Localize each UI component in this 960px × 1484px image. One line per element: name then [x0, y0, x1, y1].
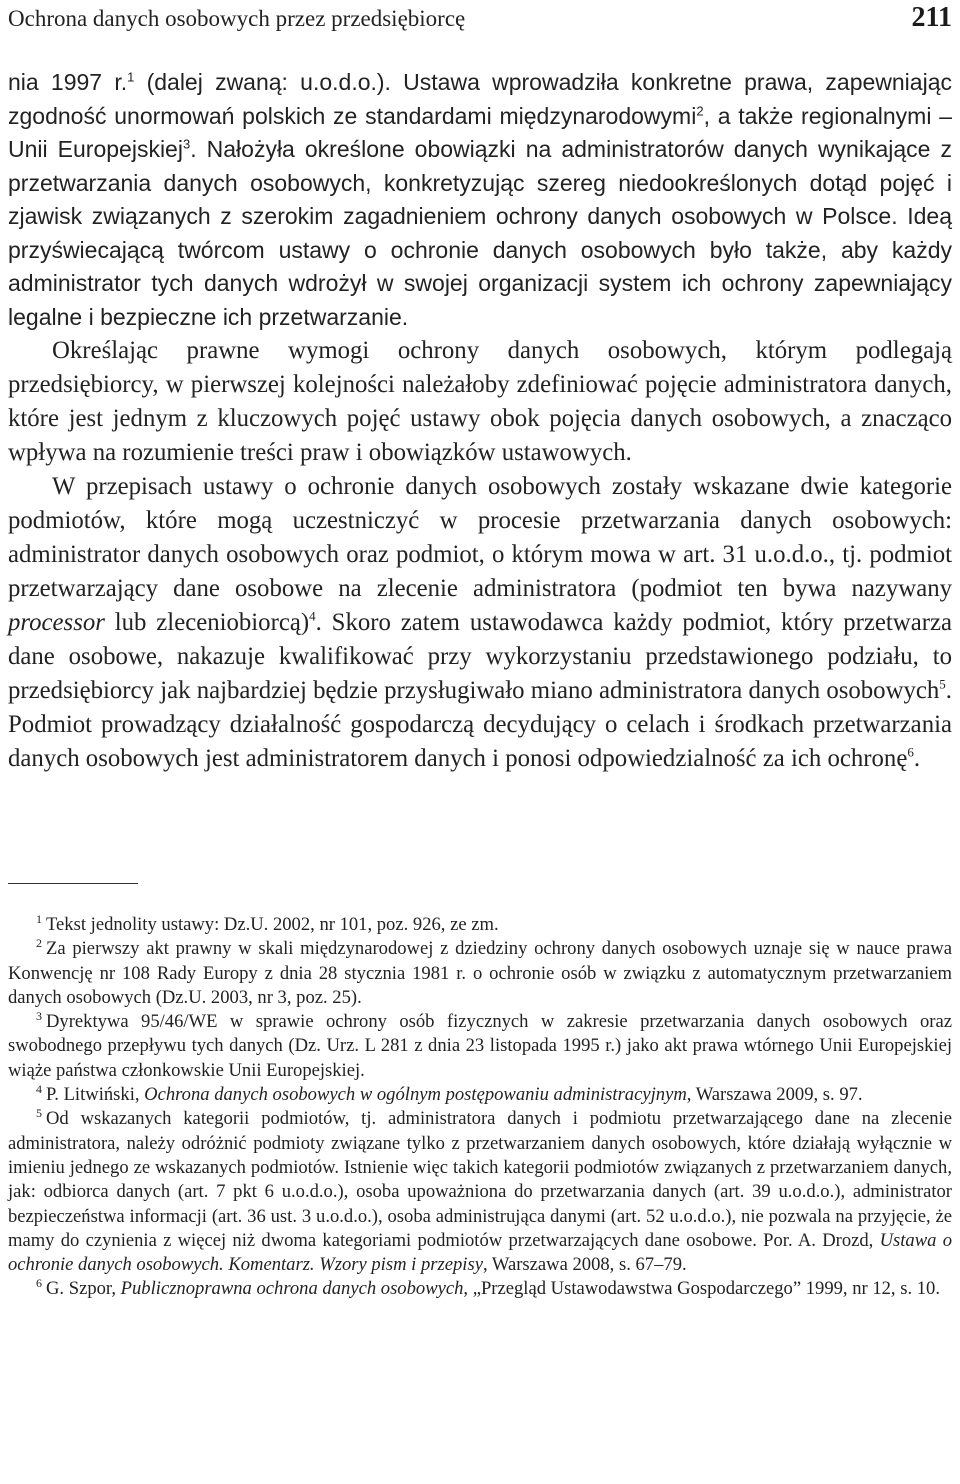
text-run: .	[913, 745, 921, 772]
footnote-text: Za pierwszy akt prawny w skali międzynarodowej z dziedziny ochrony danych osobowych uznaje się w nauce prawa Konwencję nr 108 Rady Europy z dnia 28 stycznia 1981 r. o ochronie osób w związku z automatycznym przetwarzaniem danych osobowych (Dz.U. 2003, nr 3, poz. 25).	[8, 938, 952, 1008]
footnote-5	[8, 1107, 952, 1277]
main-text	[8, 66, 952, 776]
text-run: , a także regionalnymi – Unii Europejskiej	[8, 102, 953, 162]
text-run: W przepisach ustawy o ochronie danych osobowych zostały wskazane dwie kategorie podmiotów, które mogą uczestniczyć w procesie przetwarzania danych osobowych: administrator danych osobowych oraz podmiot, o którym mowa w art. 31 u.o.d.o., tj. podmiot przetwarzający dane osobowe na zlecenie administratora (podmiot ten bywa nazywany	[8, 473, 952, 602]
text-run: . Podmiot prowadzący działalność gospodarczą decydujący o celach i środkach przetwarzania danych osobowych jest administratorem danych i ponosi odpowiedzialność za ich ochronę	[8, 677, 952, 772]
footnote-ref-2[interactable]: 2	[696, 102, 704, 118]
paragraph-1	[8, 66, 952, 334]
footnotes	[8, 913, 952, 1302]
paragraph-3	[8, 470, 952, 776]
running-head: Ochrona danych osobowych przez przedsiębiorcę	[8, 6, 466, 31]
text-run: . Skoro zatem ustawodawca każdy podmiot, który przetwarza dane osobowe, nakazuje kwalifikować przy wykorzystaniu przedstawionego podziału, to przedsiębiorcy jak najbardziej będzie przysługiwało miano administratora danych osobowych	[8, 609, 952, 704]
footnote-number: 4	[36, 1081, 42, 1096]
footnote-number: 6	[36, 1276, 42, 1291]
footnote-ref-1[interactable]: 1	[127, 69, 135, 85]
paragraph-2: Określając prawne wymogi ochrony danych osobowych, którym podlegają przedsiębiorcy, w pierwszej kolejności należałoby zdefiniować pojęcie administratora danych, które jest jednym z kluczowych pojęć ustawy obok pojęcia danych osobowych, a znacząco wpływa na rozumienie treści praw i obowiązków ustawowych.	[8, 337, 952, 466]
page-header	[8, 2, 952, 36]
footnote-number: 3	[36, 1009, 42, 1023]
footnote-number: 1	[36, 911, 42, 926]
text-run: nia 1997 r.	[8, 69, 128, 95]
footnote-ref-4[interactable]: 4	[309, 608, 316, 624]
footnote-title: Publicznoprawna ochrona danych osobowych	[120, 1278, 464, 1300]
footnote-4	[8, 1083, 952, 1107]
footnote-separator	[8, 883, 138, 884]
page-number: 211	[911, 2, 952, 33]
footnote-text: P. Litwiński,	[46, 1084, 145, 1106]
footnote-text: Tekst jednolity ustawy: Dz.U. 2002, nr 101, poz. 926, ze zm.	[46, 914, 499, 935]
footnote-ref-3[interactable]: 3	[182, 136, 191, 152]
italic-term: processor	[8, 609, 105, 636]
text-run: (dalej zwaną: u.o.d.o.). Ustawa wprowadziła konkretne prawa, zapewniając zgodność unormowań polskich ze standardami międzynarodowymi	[8, 69, 952, 129]
footnote-text: , Warszawa 2009, s. 97.	[686, 1084, 863, 1106]
footnote-text: Dyrektywa 95/46/WE w sprawie ochrony osób fizycznych w zakresie przetwarzania danych osobowych oraz swobodnego przepływu tych danych (Dz. Urz. L 281 z dnia 23 listopada 1995 r.) jako akt prawa wtórnego Unii Europejskiej wiąże państwa członkowskie Unii Europejskiej.	[8, 1011, 952, 1081]
footnote-text: G. Szpor,	[46, 1278, 121, 1300]
footnote-text: , Warszawa 2008, s. 67–79.	[482, 1254, 687, 1276]
footnote-ref-5[interactable]: 5	[939, 676, 946, 692]
footnote-number: 5	[36, 1106, 42, 1121]
footnote-ref-6[interactable]: 6	[907, 744, 914, 760]
footnote-number: 2	[36, 936, 42, 951]
footnote-3	[8, 1010, 952, 1083]
footnote-title: Ustawa o ochronie danych osobowych. Komentarz. Wzory pism i przepisy	[8, 1229, 952, 1276]
footnote-6	[8, 1277, 952, 1301]
text-run: lub zleceniobiorcą)	[104, 609, 310, 636]
footnote-2	[8, 937, 952, 1010]
footnote-text: Od wskazanych kategorii podmiotów, tj. administratora danych i podmiotu przetwarzającego dane na zlecenie administratora, należy odróżnić podmioty związane tylko z przetwarzaniem danych osobowych, które działają wyłącznie w imieniu jednego ze wskazanych podmiotów. Istnienie więc takich kategorii podmiotów związanych z przetwarzaniem danych, jak: odbiorca danych (art. 7 pkt 6 u.o.d.o.), osoba upoważniona do przetwarzania danych (art. 39 u.o.d.o.), administrator bezpieczeństwa informacji (art. 36 ust. 3 u.o.d.o.), osoba administrująca danymi (art. 52 u.o.d.o.), nie pozwala na przyjęcie, że mamy do czynienia z więcej niż dwoma kategoriami podmiotów przetwarzających dane osobowe. Por. A. Drozd,	[8, 1108, 952, 1251]
footnote-title: Ochrona danych osobowych w ogólnym postępowaniu administracyjnym	[144, 1084, 687, 1106]
footnote-text: , „Przegląd Ustawodawstwa Gospodarczego” 1999, nr 12, s. 10.	[463, 1278, 941, 1300]
text-run: . Nałożyła określone obowiązki na administratorów danych wynikające z przetwarzania danych osobowych, konkretyzując szereg niedookreślonych dotąd pojęć i zjawisk związanych z szerokim zagadnieniem ochrony danych osobowych w Polsce. Ideą przyświecającą twórcom ustawy o ochronie danych osobowych było także, aby każdy administrator tych danych wdrożył w swojej organizacji system ich ochrony zapewniający legalne i bezpieczne ich przetwarzanie.	[8, 136, 952, 330]
footnote-1	[8, 913, 952, 937]
